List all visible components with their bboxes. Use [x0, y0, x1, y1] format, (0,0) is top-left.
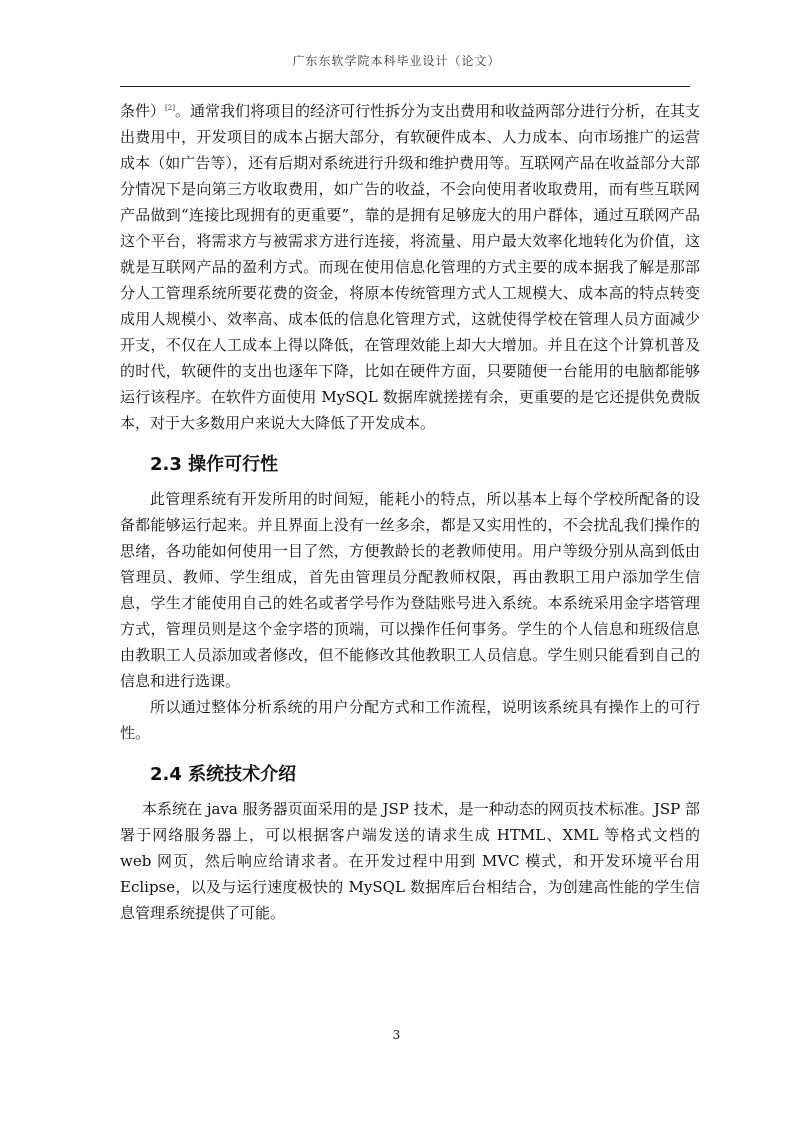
citation-reference: [2] [165, 104, 175, 112]
economic-feasibility-paragraph [120, 98, 700, 436]
page-body [120, 98, 700, 926]
header-divider [120, 86, 690, 87]
page-number: 3 [392, 1028, 401, 1042]
operational-feasibility-paragraph: 此管理系统有开发所用的时间短，能耗小的特点，所以基本上每个学校所配备的设备都能够运行起来。并且界面上没有一丝多余，都是又实用性的，不会扰乱我们操作的思绪，各功能如何使用一目了然，方便教龄长的老教师使用。用户等级分别从高到低由管理员、教师、学生组成，首先由管理员分配教师权限，再由教职工用户添加学生信息，学生才能使用自己的姓名或者学号作为登陆账号进入系统。本系统采用金字塔管理方式，管理员则是这个金字塔的顶端，可以操作任何事务。学生的个人信息和班级信息由教职工人员添加或者修改，但不能修改其他教职工人员信息。学生则只能看到自己的信息和进行选课。 [120, 490, 700, 690]
section-heading-2-4: 2.4 系统技术介绍 [150, 764, 297, 785]
paragraph-body-text: 。通常我们将项目的经济可行性拆分为支出费用和收益两部分进行分析，在其支出费用中，开发项目的成本占据大部分，有软硬件成本、人力成本、向市场推广的运营成本（如广告等），还有后期对系统进行升级和维护费用等。互联网产品在收益部分大部分情况下是向第三方收取费用，如广告的收益，不会向使用者收取费用，而有些互联网产品做到“连接比现拥有的更重要”，靠的是拥有足够庞大的用户群体，通过互联网产品这个平台，将需求方与被需求方进行连接，将流量、用户最大效率化地转化为价值，这就是互联网产品的盈利方式。而现在使用信息化管理的方式主要的成本据我了解是那部分人工管理系统所要花费的资金，将原本传统管理方式人工规模大、成本高的特点转变成用人规模小、效率高、成本低的信息化管理方式，这就使得学校在管理人员方面减少开支，不仅在人工成本上得以降低，在管理效能上却大大增加。并且在这个计算机普及的时代，软硬件的支出也逐年下降，比如在硬件方面，只要随便一台能用的电脑都能够运行该程序。在软件方面使用 MySQL 数据库就搓搓有余，更重要的是它还提供免费版本，对于大多数用户来说大大降低了开发成本。 [120, 102, 700, 432]
paragraph-opening-text: 条件） [120, 102, 166, 120]
running-header: 广东东软学院本科毕业设计（论文） [292, 54, 501, 68]
operational-feasibility-conclusion: 所以通过整体分析系统的用户分配方式和工作流程，说明该系统具有操作上的可行性。 [120, 698, 700, 742]
section-heading-2-3: 2.3 操作可行性 [150, 454, 279, 475]
technology-intro-paragraph: 本系统在 java 服务器页面采用的是 JSP 技术，是一种动态的网页技术标准。JSP 部署于网络服务器上，可以根据客户端发送的请求生成 HTML、XML 等格式文档的 web 网页，然后响应给请求者。在开发过程中用到 MVC 模式，和开发环境平台用 Eclipse，以及与运行速度极快的 MySQL 数据库后台相结合，为创建高性能的学生信息管理系统提供了可能。 [120, 800, 700, 922]
